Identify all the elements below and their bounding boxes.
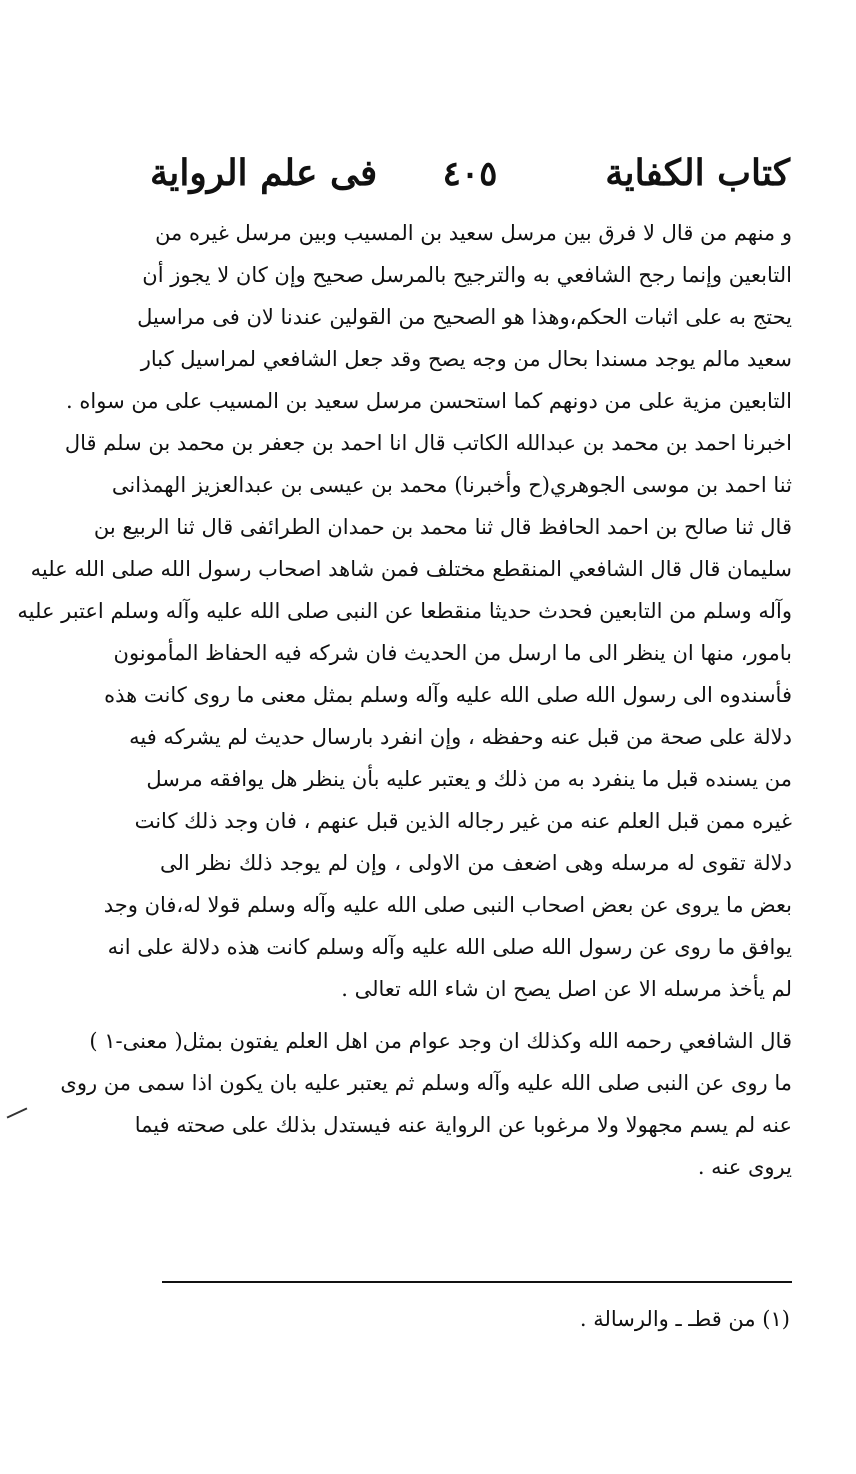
page-number: ٤٠٥ — [442, 154, 498, 194]
text-line: لم يأخذ مرسله الا عن اصل يصح ان شاء الله تعالى . — [341, 977, 792, 1001]
text-line: وآله وسلم من التابعين فحدث حديثا منقطعا عن النبى صلى الله عليه وآله وسلم اعتبر عليه — [17, 599, 792, 623]
text-line: من يسنده قبل ما ينفرد به من ذلك و يعتبر عليه بأن ينظر هل يوافقه مرسل — [146, 767, 792, 791]
page-header — [150, 148, 790, 208]
paragraph — [17, 422, 792, 1010]
paragraph — [60, 1020, 792, 1188]
text-line: التابعين مزية على من دونهم كما استحسن مرسل سعيد بن المسيب على من سواه . — [66, 389, 792, 413]
margin-mark — [7, 1107, 28, 1118]
body-text — [17, 212, 792, 1188]
text-line: فأسندوه الى رسول الله صلى الله عليه وآله وسلم بمثل معنى ما روى كانت هذه — [104, 683, 792, 707]
text-line: ثنا احمد بن موسى الجوهري(ح وأخبرنا) محمد بن عيسى بن عبدالعزيز الهمذانى — [111, 473, 792, 497]
text-line: يحتج به على اثبات الحكم،وهذا هو الصحيح من القولين عندنا لان فى مراسيل — [137, 305, 792, 329]
book-subtitle: فى علم الرواية — [150, 152, 378, 194]
text-line: غيره ممن قبل العلم عنه من غير رجاله الذين قبل عنهم ، فان وجد ذلك كانت — [134, 809, 792, 833]
text-line: ما روى عن النبى صلى الله عليه وآله وسلم ثم يعتبر عليه بان يكون اذا سمى من روى — [60, 1071, 792, 1095]
text-line: عنه لم يسم مجهولا ولا مرغوبا عن الرواية عنه فيستدل بذلك على صحته فيما — [134, 1113, 792, 1137]
footnote: (١) من قطـ ـ والرسالة . — [579, 1307, 790, 1331]
text-line: بعض ما يروى عن بعض اصحاب النبى صلى الله عليه وآله وسلم قولا له،فان وجد — [103, 893, 792, 917]
text-line: دلالة على صحة من قبل عنه وحفظه ، وإن انفرد بارسال حديث لم يشركه فيه — [129, 725, 792, 749]
text-line: يروى عنه . — [697, 1155, 792, 1179]
text-line: و منهم من قال لا فرق بين مرسل سعيد بن المسيب وبين مرسل غيره من — [155, 221, 792, 245]
text-line: التابعين وإنما رجح الشافعي به والترجيح بالمرسل صحيح وإن كان لا يجوز أن — [142, 263, 792, 287]
book-title: كتاب الكفاية — [605, 152, 790, 194]
text-line: سليمان قال قال الشافعي المنقطع مختلف فمن شاهد اصحاب رسول الله صلى الله عليه — [30, 557, 792, 581]
text-line: دلالة تقوى له مرسله وهى اضعف من الاولى ، وإن لم يوجد ذلك نظر الى — [160, 851, 792, 875]
text-line: قال ثنا صالح بن احمد الحافظ قال ثنا محمد بن حمدان الطرائفى قال ثنا الربيع بن — [93, 515, 792, 539]
paragraph — [66, 212, 792, 422]
text-line: يوافق ما روى عن رسول الله صلى الله عليه وآله وسلم كانت هذه دلالة على انه — [107, 935, 792, 959]
text-line: قال الشافعي رحمه الله وكذلك ان وجد عوام من اهل العلم يفتون بمثل( معنى-١ ) — [89, 1029, 792, 1053]
text-line: بامور، منها ان ينظر الى ما ارسل من الحديث فان شركه فيه الحفاظ المأمونون — [113, 641, 792, 665]
text-line: سعيد مالم يوجد مسندا بحال من وجه يصح وقد جعل الشافعي لمراسيل كبار — [140, 347, 792, 371]
text-line: اخبرنا احمد بن محمد بن عبدالله الكاتب قال انا احمد بن جعفر بن محمد بن سلم قال — [64, 431, 792, 455]
footnote-divider — [162, 1281, 792, 1283]
